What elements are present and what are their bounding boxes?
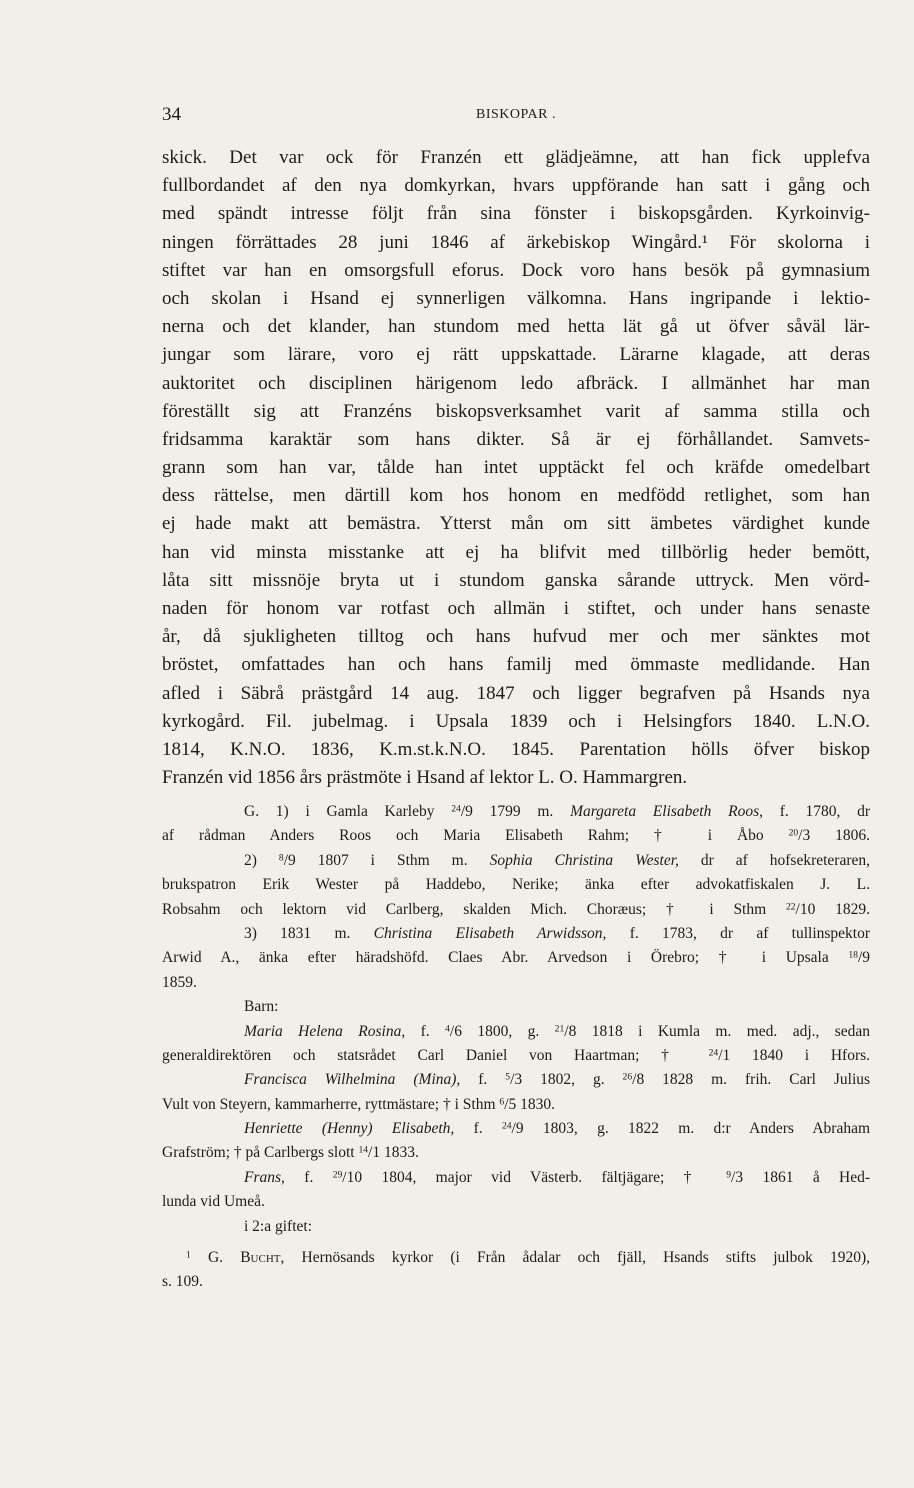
footnote (162, 1246, 870, 1294)
fraction-denominator: 6 (454, 1022, 462, 1040)
spouse-name: Margareta Elisabeth Roos, (570, 803, 763, 820)
body-line: kyrkogård. Fil. jubelmag. i Upsala 1839 och i Helsingfors 1840. L.N.O. (162, 710, 870, 732)
note-text: 1804, major vid Västerb. fältjägare; † (381, 1168, 707, 1186)
note-text: 1829. (835, 900, 870, 918)
note-text: 1830. (520, 1095, 556, 1113)
footnote-text: Hernösands kyrkor (i Från ådalar och fjäll, Hsands stifts julbok 1920), (301, 1249, 871, 1266)
date-fraction: $^{26}$/8 (622, 1071, 645, 1089)
marriage-1 (162, 800, 870, 824)
fraction-numerator: 4 (445, 1023, 450, 1035)
fraction-numerator: 22 (785, 901, 796, 913)
date-fraction: $^{18}$/9 (848, 949, 871, 967)
child-name: Frans, (244, 1168, 285, 1186)
fraction-denominator: 9 (515, 1120, 524, 1138)
fraction-numerator: 5 (505, 1071, 511, 1083)
fraction-denominator: 10 (346, 1168, 363, 1186)
note-text: 1807 i Sthm m. (317, 851, 468, 869)
child-3 (162, 1117, 870, 1141)
body-line: 1814, K.N.O. 1836, K.m.st.k.N.O. 1845. Parentation hölls öfver biskop (162, 738, 870, 760)
date-fraction: $^{24}$/1 (708, 1046, 731, 1064)
date-fraction: $^8$/9 (278, 851, 296, 869)
second-marriage-heading: i 2:a giftet: (244, 1217, 313, 1235)
fraction-numerator: 24 (708, 1047, 719, 1059)
fraction-denominator: 8 (568, 1022, 577, 1040)
fraction-numerator: 29 (332, 1169, 343, 1181)
child-1 (162, 1020, 870, 1044)
fraction-denominator: 1 (372, 1144, 381, 1162)
body-line: låta sitt missnöje bryta ut i stundom ganska sårande uttryck. Men vörd- (162, 569, 870, 591)
body-line: bröstet, omfattades han och hans familj med ömmaste medlidande. Han (162, 654, 870, 676)
footnote-line (162, 1246, 870, 1270)
fraction-numerator: 14 (358, 1145, 369, 1157)
body-line: auktoritet och disciplinen härigenom ledo afbräck. I allmänhet har man (162, 372, 870, 394)
marriage-1-cont (162, 824, 870, 848)
body-line: Franzén vid 1856 års prästmöte i Hsand af lektor L. O. Hammargren. (162, 767, 688, 789)
note-text: 1840 i Hfors. (752, 1046, 871, 1064)
date-fraction: $^9$/3 (726, 1168, 744, 1186)
body-line: med spändt intresse följt från sina fönster i biskopsgården. Kyrkoinvig- (162, 203, 870, 225)
genealogy-notes (162, 800, 870, 1239)
note-text: f. (420, 1022, 430, 1040)
fraction-numerator: 20 (788, 828, 799, 840)
spouse-name: Christina Elisabeth Arwidsson, (373, 924, 607, 942)
fraction-denominator: 1 (722, 1046, 731, 1064)
date-fraction: $^5$/3 (505, 1071, 523, 1089)
fraction-numerator: 26 (622, 1071, 633, 1083)
fraction-numerator: 6 (499, 1096, 505, 1108)
note-text: 1800, g. (477, 1022, 540, 1040)
fraction-denominator: 9 (288, 851, 296, 869)
body-line: dess rättelse, men därtill kom hos honom en medfödd retlighet, som han (162, 485, 870, 507)
note-text: f. (304, 1168, 314, 1186)
body-line: afled i Säbrå prästgård 14 aug. 1847 och ligger begrafven på Hsands nya (162, 682, 870, 704)
fraction-denominator: 8 (636, 1071, 645, 1089)
note-text: f. 1783, dr af tullinspektor (629, 924, 871, 942)
body-line: ej hade makt att bemästra. Ytterst mån om sitt ämbetes värdighet kunde (162, 513, 870, 535)
note-text: generaldirektören och statsrådet Carl Daniel von Haartman; † (162, 1046, 687, 1064)
note-text: af rådman Anders Roos och Maria Elisabeth Rahm; † i Åbo (162, 827, 764, 845)
fraction-denominator: 3 (514, 1071, 523, 1089)
date-fraction: $^{22}$/10 (785, 900, 816, 918)
date-fraction: $^{14}$/1 (358, 1144, 381, 1162)
note-text: 2) (244, 851, 257, 869)
date-fraction: $^4$/6 (445, 1022, 462, 1040)
fraction-denominator: 9 (465, 803, 473, 820)
child-4 (162, 1166, 870, 1190)
date-fraction: $^6$/5 (499, 1095, 517, 1113)
note-text: f. (473, 1120, 483, 1138)
children-heading: Barn: (244, 998, 279, 1016)
spouse-name: Sophia Christina Wester, (489, 851, 679, 869)
page-number: 34 (162, 104, 181, 125)
body-line: grann som han var, tålde han intet upptäckt fel och kräfde omedelbart (162, 457, 870, 479)
child-4-cont: lunda vid Umeå. (162, 1193, 265, 1211)
date-fraction: $^{24}$/9 (451, 803, 473, 820)
fraction-denominator: 10 (799, 900, 816, 918)
note-text: 3) 1831 m. (244, 924, 351, 942)
body-line: och skolan i Hsand ej synnerligen välkomna. Hans ingripande i lektio- (162, 287, 870, 309)
marriage-2-cont (162, 898, 870, 922)
date-fraction: $^{29}$/10 (332, 1168, 363, 1186)
child-3-cont (162, 1141, 870, 1165)
note-text: 1818 i Kumla m. med. adj., sedan (591, 1022, 871, 1040)
date-fraction: $^{24}$/9 (501, 1120, 524, 1138)
note-text: 1799 m. (489, 803, 554, 820)
note-text: 1806. (835, 827, 871, 845)
fraction-numerator: 21 (554, 1023, 565, 1035)
child-2 (162, 1068, 870, 1092)
child-name: Francisca Wilhelmina (Mina), (244, 1071, 461, 1089)
date-fraction: $^{21}$/8 (554, 1022, 577, 1040)
body-line: nerna och det klander, han stundom med hetta lät gå ut öfver såväl lär- (162, 316, 870, 338)
body-line: föreställt sig att Franzéns biskopsverksamhet varit af samma stilla och (162, 400, 870, 422)
note-text: Grafström; † på Carlbergs slott (162, 1144, 355, 1162)
note-text: 1802, g. (540, 1071, 605, 1089)
main-paragraph (162, 144, 870, 792)
body-line: han vid minsta misstanke att ej ha blifvit med tillbörlig heder bemött, (162, 541, 870, 563)
marriage-2 (162, 849, 870, 873)
fraction-denominator: 9 (862, 949, 871, 967)
note-text: Robsahm och lektorn vid Carlberg, skalden Mich. Choræus; † i Sthm (162, 900, 767, 918)
page-header (162, 104, 870, 130)
footnote-marker: 1 (186, 1249, 191, 1261)
footnote-author: G. Bucht, (207, 1249, 285, 1266)
fraction-numerator: 9 (726, 1169, 732, 1181)
body-line: år, då sjukligheten tilltog och hans hufvud mer och mer sänktes mot (162, 626, 870, 648)
body-line: stiftet var han en omsorgsfull eforus. Dock voro hans besök på gymnasium (162, 259, 870, 281)
running-head: BISKOPAR . (476, 107, 556, 122)
child-name: Henriette (Henny) Elisabeth, (244, 1120, 455, 1138)
body-line: ningen förrättades 28 juni 1846 af ärkebiskop Wingård.¹ För skolorna i (162, 231, 870, 253)
marriage-2-cont: brukspatron Erik Wester på Haddebo, Nerike; änka efter advokatfiskalen J. L. (162, 876, 870, 894)
body-line: skick. Det var ock för Franzén ett glädjeämne, att han fick upplefva (162, 147, 870, 168)
date-fraction: $^{20}$/3 (788, 827, 811, 845)
note-text: 1828 m. frih. Carl Julius (662, 1071, 871, 1089)
note-text: Vult von Steyern, kammarherre, ryttmästare; † i Sthm (162, 1095, 496, 1113)
note-text: G. 1) i Gamla Karleby (244, 803, 435, 820)
fraction-numerator: 8 (278, 852, 284, 864)
fraction-numerator: 18 (848, 950, 858, 962)
footnote-line: s. 109. (162, 1273, 203, 1290)
note-text: dr af hofsekreteraren, (700, 851, 871, 869)
body-line: fullbordandet af den nya domkyrkan, hvars uppförande han satt i gång och (162, 175, 870, 197)
body-line: naden för honom var rotfast och allmän i stiftet, och under hans senaste (162, 598, 870, 619)
marriage-3 (162, 922, 870, 946)
marriage-3-cont (162, 946, 870, 970)
note-text: 1861 å Hed- (762, 1168, 871, 1186)
fraction-numerator: 24 (501, 1120, 512, 1132)
body-line: fridsamma karaktär som hans dikter. Så är ej förhållandet. Samvets- (162, 428, 870, 450)
child-2-cont (162, 1093, 870, 1117)
fraction-denominator: 5 (508, 1095, 517, 1113)
note-text: f. 1780, dr (779, 803, 871, 820)
note-text: 1833. (383, 1144, 419, 1162)
fraction-denominator: 3 (735, 1168, 744, 1186)
note-text: f. (478, 1071, 488, 1089)
child-1-cont (162, 1044, 870, 1068)
body-line: jungar som lärare, voro ej rätt uppskattade. Lärarne klagade, att deras (162, 344, 870, 366)
note-text: Arwid A., änka efter häradshöfd. Claes Abr. Arvedson i Örebro; † i Upsala (162, 949, 829, 967)
marriage-3-cont: 1859. (162, 973, 197, 991)
fraction-numerator: 24 (451, 803, 461, 815)
fraction-denominator: 3 (802, 827, 811, 845)
child-name: Maria Helena Rosina, (244, 1022, 406, 1040)
note-text: 1803, g. 1822 m. d:r Anders Abraham (542, 1120, 871, 1138)
